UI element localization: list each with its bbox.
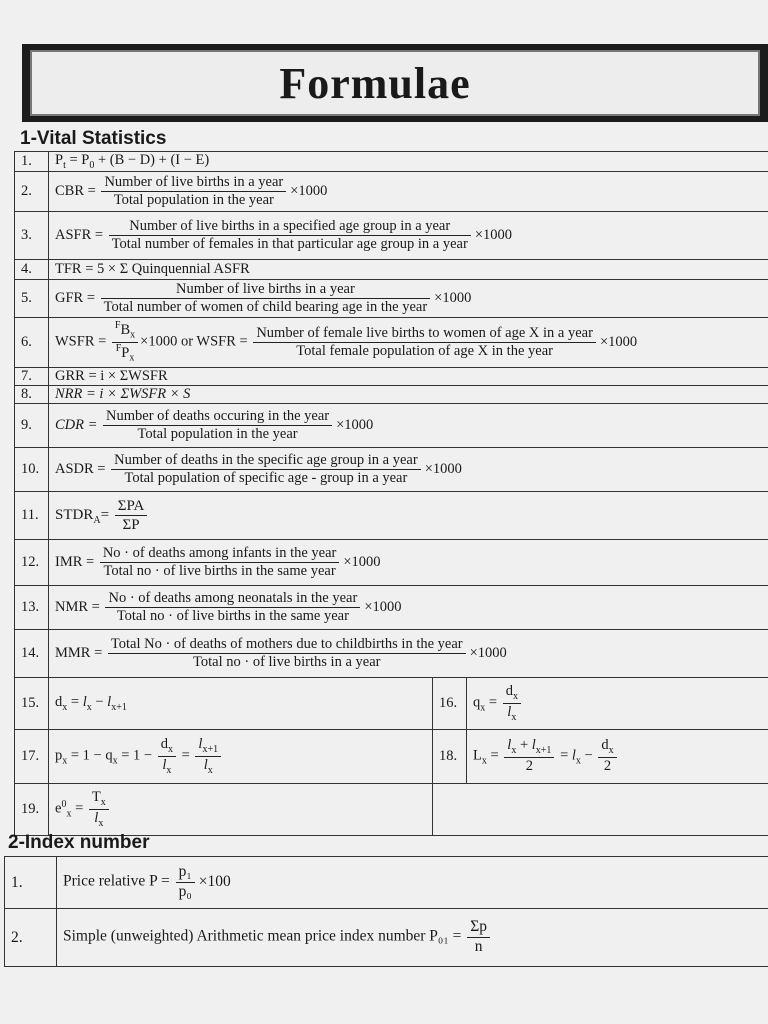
formula-4: TFR = 5 × Σ Quinquennial ASFR: [49, 259, 768, 279]
numerator: Number of live births in a specified age group in a year: [109, 218, 471, 236]
formula-lhs: GFR =: [55, 289, 96, 306]
formula-13: [49, 585, 768, 629]
formula-row: [5, 909, 768, 967]
formula-number: 11.: [15, 491, 49, 539]
multiplier: ×1000: [424, 460, 462, 477]
denominator: Total population in the year: [137, 425, 298, 442]
fraction: [89, 789, 109, 830]
formula-number: 14.: [15, 629, 49, 677]
numerator: No · of deaths among neonatals in the year: [105, 590, 360, 608]
formula-number: 19.: [15, 783, 49, 835]
denominator: Total number of women of child bearing age in the year: [103, 298, 428, 315]
formula-number: 18.: [433, 729, 467, 783]
formula-18: $L_x$ = $\frac{l_x + l_{x+1}}{2}$ = $l_x$ − $\frac{d_x}{2}$: [467, 729, 768, 783]
formula-number: 5.: [15, 279, 49, 317]
section-title-vital: 1-Vital Statistics: [20, 128, 167, 149]
index-number-table: [4, 856, 768, 967]
multiplier: ×1000: [290, 182, 328, 199]
index-formula-1: [57, 857, 768, 909]
formula-10: [49, 447, 768, 491]
formula-row: [15, 152, 768, 172]
formula-6: [49, 317, 768, 367]
formula-row: [15, 491, 768, 539]
denominator: ΣP: [122, 516, 140, 533]
formula-number: 4.: [15, 259, 49, 279]
formula-number: 9.: [15, 403, 49, 447]
numerator: Total No · of deaths of mothers due to childbirths in the year: [108, 636, 466, 654]
fraction: [101, 281, 431, 317]
formula-7: GRR = i × ΣWSFR: [49, 367, 768, 385]
formula-row: [15, 171, 768, 211]
numerator: No · of deaths among infants in the year: [100, 545, 340, 563]
formula-row: [15, 367, 768, 385]
numerator: Σp: [467, 918, 490, 938]
formula-row: [15, 317, 768, 367]
denominator: Total no · of live births in the same year: [103, 562, 336, 579]
fraction: [504, 737, 554, 775]
formula-lhs: Simple (unweighted) Arithmetic mean price index number P₀₁ =: [63, 928, 462, 946]
formula-17: $p_x = 1 - q_x = 1$ − $\frac{d_x}{l_x}$ = $\frac{l_{x+1}}{l_x}$: [49, 729, 433, 783]
numerator: Number of live births in a year: [101, 174, 286, 192]
empty-cell: [433, 783, 768, 835]
denominator: Total number of females in that particular age group in a year: [111, 235, 468, 252]
formula-3: [49, 211, 768, 259]
denominator: p₀: [178, 883, 192, 900]
title-banner: [22, 44, 768, 122]
denominator: $l_x$: [203, 756, 213, 776]
numerator: $d_x$: [158, 736, 176, 757]
denominator: 2: [603, 758, 612, 775]
denominator: $l_x$: [507, 703, 517, 723]
formula-row: [15, 783, 768, 835]
formula-number: 16.: [433, 677, 467, 729]
numerator: Number of deaths occuring in the year: [103, 408, 332, 426]
formula-row: [15, 585, 768, 629]
fraction: [112, 320, 138, 364]
multiplier: ×1000: [336, 416, 374, 433]
formula-row: [15, 259, 768, 279]
denominator: Total no · of live births in the same year: [116, 607, 349, 624]
formula-row: [15, 677, 768, 729]
denominator: $l_x$: [94, 809, 104, 829]
numerator: $l_{x+1}$: [195, 736, 221, 757]
denominator: $^FP_x$: [115, 342, 135, 364]
fraction: [108, 636, 466, 672]
denominator: Total population of specific age - group in a year: [124, 469, 408, 486]
fraction: [115, 497, 148, 534]
formula-lhs: MMR =: [55, 644, 103, 661]
formula-row: [15, 629, 768, 677]
formula-number: 3.: [15, 211, 49, 259]
page-title: Formulae: [279, 58, 471, 108]
denominator: Total population in the year: [113, 191, 274, 208]
formula-11: $STDR_A=$ $\frac{\text{ΣPA}}{\Sigma P}$: [49, 491, 768, 539]
formula-row: [15, 385, 768, 403]
formula-row: [15, 279, 768, 317]
multiplier: ×100: [198, 873, 231, 891]
formula-lhs: CDR =: [55, 416, 98, 433]
formula-9: [49, 403, 768, 447]
formula-8: NRR = i × ΣWSFR × S: [49, 385, 768, 403]
formula-lhs: STDR: [55, 506, 94, 523]
formula-number: 2.: [5, 909, 57, 967]
formula-5: [49, 279, 768, 317]
formula-lhs: WSFR =: [55, 333, 107, 350]
fraction: [467, 918, 490, 956]
formula-number: 8.: [15, 385, 49, 403]
formula-number: 15.: [15, 677, 49, 729]
multiplier: ×1000: [434, 289, 472, 306]
fraction: [101, 174, 286, 210]
formula-lhs: Price relative P =: [63, 873, 170, 891]
numerator: $l_x + l_{x+1}$: [504, 737, 554, 758]
fraction: [100, 545, 340, 581]
fraction: [176, 863, 195, 901]
formula-number: 17.: [15, 729, 49, 783]
section-title-index: 2-Index number: [8, 832, 150, 853]
multiplier: ×1000: [364, 598, 402, 615]
fraction: [253, 325, 596, 361]
numerator: $d_x$: [503, 683, 521, 704]
denominator: n: [474, 938, 483, 955]
formula-row: [15, 211, 768, 259]
denominator: Total no · of live births in a year: [193, 653, 381, 670]
formula-number: 2.: [15, 171, 49, 211]
numerator: Number of deaths in the specific age group in a year: [111, 452, 421, 470]
fraction: [109, 218, 471, 254]
formula-number: 1.: [15, 152, 49, 172]
formula-row: [15, 447, 768, 491]
formula-number: 1.: [5, 857, 57, 909]
fraction: [503, 683, 521, 724]
formula-lhs: IMR =: [55, 553, 95, 570]
formula-lhs: ASFR =: [55, 226, 104, 243]
fraction: [598, 737, 616, 775]
formula-1: $P_t = P_0 + (B - D) + (I - E)$: [49, 152, 768, 172]
denominator: Total female population of age X in the year: [296, 342, 553, 359]
denominator: $l_x$: [162, 756, 172, 776]
fraction: [111, 452, 421, 488]
formula-row: [5, 857, 768, 909]
multiplier: ×1000: [343, 553, 381, 570]
fraction: [103, 408, 332, 444]
formula-lhs: NMR =: [55, 598, 100, 615]
formula-number: 7.: [15, 367, 49, 385]
formula-12: [49, 539, 768, 585]
formula-number: 13.: [15, 585, 49, 629]
formula-15: $d_x = l_x - l_{x+1}$: [49, 677, 433, 729]
formula-16: $q_x$ = $\frac{d_x}{l_x}$: [467, 677, 768, 729]
formula-lhs-2: ×1000 or WSFR =: [140, 333, 248, 350]
formula-14: [49, 629, 768, 677]
multiplier: ×1000: [599, 333, 638, 350]
numerator: Number of live births in a year: [101, 281, 431, 299]
formula-lhs: ASDR =: [55, 460, 106, 477]
denominator: 2: [525, 758, 533, 775]
numerator: p₁: [176, 863, 195, 883]
multiplier: ×1000: [474, 226, 512, 243]
index-formula-2: [57, 909, 768, 967]
numerator: $T_x$: [89, 789, 109, 810]
formula-number: 10.: [15, 447, 49, 491]
fraction: [105, 590, 360, 626]
formula-row: [15, 539, 768, 585]
formula-row: [15, 729, 768, 783]
numerator: Number of female live births to women of age X in a year: [253, 325, 596, 343]
formula-row: [15, 403, 768, 447]
fraction: [158, 736, 176, 777]
formula-lhs: CBR =: [55, 182, 96, 199]
formula-2: [49, 171, 768, 211]
numerator: $^FB_x$: [112, 320, 138, 343]
formula-19: $e^0_x$ = $\frac{T_x}{l_x}$: [49, 783, 433, 835]
numerator: $d_x$: [598, 737, 616, 758]
numerator: ΣPA: [115, 497, 148, 516]
formula-number: 6.: [15, 317, 49, 367]
vital-statistics-table: [14, 151, 768, 836]
title-banner-inner: [30, 50, 760, 116]
fraction: [195, 736, 221, 777]
formula-number: 12.: [15, 539, 49, 585]
multiplier: ×1000: [469, 644, 507, 661]
